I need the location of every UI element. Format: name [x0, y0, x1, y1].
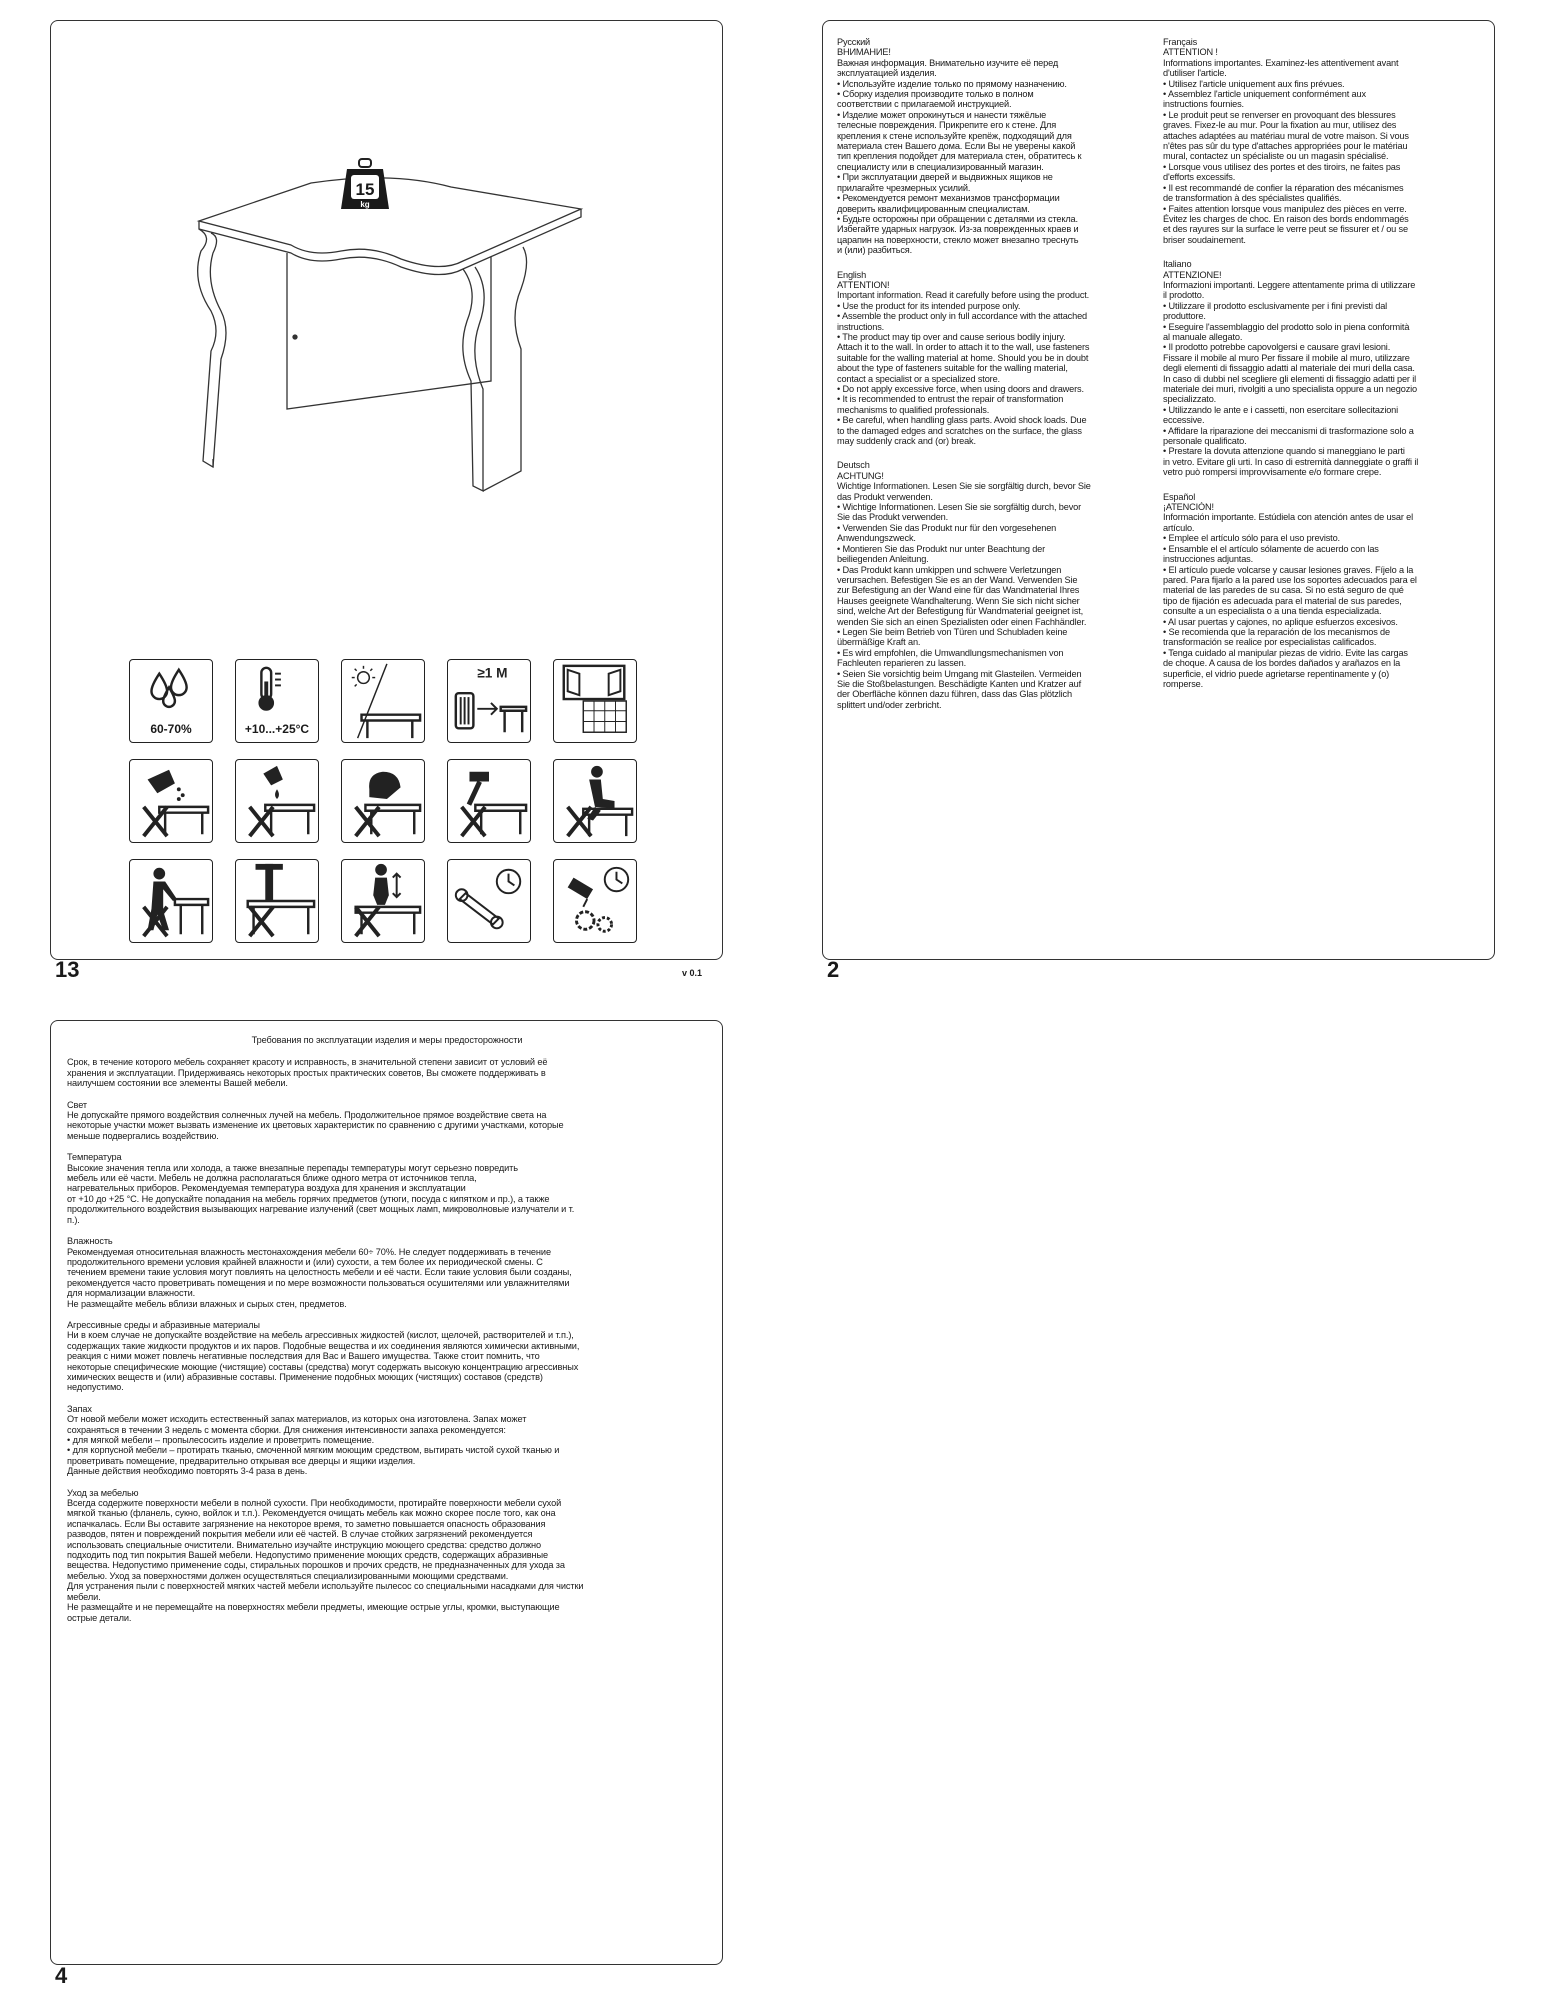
text-line: ACHTUNG! [837, 470, 884, 481]
text-line: Всегда содержите поверхности мебели в полной сухости. При необходимости, протирайте поверхности мебели сухой [67, 1498, 562, 1509]
text-line: ATTENTION! [837, 279, 890, 290]
page-13-panel [50, 20, 723, 960]
text-line: царапин на поверхности, стекло может внезапно треснуть [837, 234, 1079, 245]
text-line: vetro può rompersi improvvisamente e/o formare crepe. [1163, 467, 1382, 478]
weight-icon [341, 159, 389, 209]
text-line: d'efforts excessifs. [1163, 172, 1236, 183]
text-line: about the type of fasteners suitable for the walling material, [837, 363, 1068, 374]
text-line: • Es wird empfohlen, die Umwandlungsmechanismen von [837, 647, 1064, 658]
text-line: al manuale allegato. [1163, 331, 1243, 342]
text-line: продолжительного времени условия крайней влажности и (или) сухости, а тем более их периодической смены. С [67, 1256, 543, 1267]
text-line: • Tenga cuidado al manipular piezas de vidrio. Evite las cargas [1163, 647, 1408, 658]
text-line: graves. Fixez-le au mur. Pour la fixation au mur, utilisez des [1163, 120, 1397, 131]
text-line: специалисту или в специализированный магазин. [837, 161, 1044, 172]
tighten-periodically-icon [447, 859, 531, 943]
text-line: нагревательных приборов. Рекомендуемая температура воздуха для хранения и эксплуатации [67, 1183, 466, 1194]
text-line: attaches adaptées au matériau mural de votre maison. Si vous [1163, 130, 1409, 141]
text-line: verursachen. Befestigen Sie es an der Wand. Verwenden Sie [837, 574, 1078, 585]
text-section [67, 1320, 707, 1393]
text-line: доверить квалифицированным специалистам. [837, 203, 1030, 214]
text-line: тип крепления подойдет для материала стен, обратитесь к [837, 151, 1082, 162]
text-line: и (или) разбиться. [837, 245, 913, 256]
text-line: Wichtige Informationen. Lesen Sie sie sorgfältig durch, bevor Sie [837, 481, 1091, 492]
text-line: хранения и эксплуатации. Придерживаясь некоторых простых практических советов, Вы сможете поддерживать в [67, 1067, 546, 1078]
text-line: Высокие значения тепла или холода, а также внезапные перепады температуры могут серьезно повредить [67, 1162, 518, 1173]
left-text-column [837, 37, 1155, 724]
text-line: проветривать помещение, предварительно открывая все дверцы и ящики изделия. [67, 1455, 416, 1466]
section-heading: English [837, 269, 867, 280]
text-line: material de las paredes de su casa. Si no está seguro de qué [1163, 585, 1404, 596]
text-line: • Seien Sie vorsichtig beim Umgang mit Glasteilen. Vermeiden [837, 668, 1082, 679]
no-wet-cleaning-icon [235, 759, 319, 843]
text-section [67, 1236, 707, 1309]
text-line: consulte a un especialista o a una tienda especializada. [1163, 606, 1382, 617]
text-line: • Montieren Sie das Produkt nur unter Beachtung der [837, 543, 1046, 554]
text-line: briser soudainement. [1163, 234, 1246, 245]
text-line: • Legen Sie beim Betrieb von Türen und Schubladen keine [837, 626, 1068, 637]
text-line: Anwendungszweck. [837, 533, 916, 544]
text-line: eccessive. [1163, 415, 1205, 426]
no-pushing-icon [129, 859, 213, 943]
humidity-icon [129, 659, 213, 743]
heater-distance-icon [447, 659, 531, 743]
temperature-icon [235, 659, 319, 743]
no-hammer-icon [447, 759, 531, 843]
text-line: instrucciones adjuntas. [1163, 554, 1254, 565]
text-line: Температура [67, 1152, 122, 1163]
text-line: • Utilizzando le ante e i cassetti, non esercitare sollecitazioni [1163, 404, 1399, 415]
text-line: мебели. [67, 1591, 101, 1602]
text-line: • El artículo puede volcarse y causar lesiones graves. Fíjelo a la [1163, 564, 1414, 575]
text-line: • Рекомендуется ремонт механизмов трансформации [837, 193, 1060, 204]
text-line: suitable for the walling material at home. Should you be in doubt [837, 352, 1089, 363]
text-line: splittert und/oder zerbricht. [837, 699, 942, 710]
section-heading: Italiano [1163, 259, 1192, 270]
page-2-panel [822, 20, 1495, 960]
text-line: das Produkt verwenden. [837, 491, 933, 502]
version-label: v 0.1 [682, 968, 703, 978]
text-line: Attach it to the wall. In order to attach it to the wall, use fasteners [837, 342, 1090, 353]
text-line: Срок, в течение которого мебель сохраняет красоту и исправность, в значительной степени зависит от условий её [67, 1057, 548, 1068]
text-line: der Oberfläche können dazu führen, dass das Glas plötzlich [837, 689, 1072, 700]
text-line: недопустимо. [67, 1382, 124, 1393]
no-sitting-icon [553, 759, 637, 843]
text-line: de choque. A causa de los bordes dañados y arañazos en la [1163, 658, 1401, 669]
text-line: • Изделие может опрокинуться и нанести тяжёлые [837, 109, 1047, 120]
text-line: mural, contactez un spécialiste ou un magasin spécialisé. [1163, 151, 1389, 162]
text-line: Запах [67, 1403, 92, 1414]
text-line: zur Befestigung an der Wand eine für das Wandmaterial Ihres [837, 585, 1080, 596]
text-line: • Affidare la riparazione dei meccanismi di trasformazione solo a [1163, 425, 1414, 436]
page-number-4: 4 [55, 1963, 68, 1988]
text-line: • Assemblez l'article uniquement conformément aux [1163, 89, 1366, 100]
text-line: • Wichtige Informationen. Lesen Sie sie sorgfältig durch, bevor [837, 502, 1082, 513]
text-section [67, 1488, 707, 1623]
text-line: • It is recommended to entrust the repair of transformation [837, 394, 1064, 405]
text-line: • Prestare la dovuta attenzione quando si maneggiano le parti [1163, 446, 1405, 457]
text-line: • Il prodotto potrebbe capovolgersi e causare gravi lesioni. [1163, 342, 1391, 353]
sunlight-icon [341, 659, 425, 743]
text-line: übermäßige Kraft an. [837, 637, 921, 648]
text-line: Informations importantes. Examinez-les attentivement avant [1163, 57, 1399, 68]
text-line: реакция с ними может повлечь негативные последствия для Вас и Вашего имущества. Также стоит помнить, что [67, 1351, 540, 1362]
text-line: Избегайте ударных нагрузок. Из-за поврежденных краев и [837, 224, 1079, 235]
text-line: In caso di dubbi nel scegliere gli elementi di fissaggio adatti per il [1163, 373, 1417, 384]
text-line: Informazioni importanti. Leggere attentamente prima di utilizzare [1163, 279, 1416, 290]
text-line: ВНИМАНИЕ! [837, 47, 891, 58]
text-line: specializzato. [1163, 394, 1217, 405]
text-line: Sie die Stoßbelastungen. Beschädigte Kanten und Kratzer auf [837, 678, 1081, 689]
text-line: мебелью. Уход за поверхностями должен осуществляться специализированными моющими средствами. [67, 1570, 509, 1581]
text-section [1163, 37, 1481, 245]
text-line: • для мягкой мебели – пропылесосить изделие и проветрить помещение. [67, 1435, 375, 1445]
text-line: materiale dei muri, rivolgiti a uno specialista oppure a un negozio [1163, 384, 1417, 394]
no-chemical-cleaning-icon [341, 759, 425, 843]
text-line: • Il est recommandé de confier la réparation des mécanismes [1163, 182, 1404, 193]
text-line: superficie, el vidrio puede agrietarse repentinamente y (o) [1163, 668, 1390, 679]
text-line: прилагайте чрезмерных усилий. [837, 182, 971, 193]
text-line: transformación se realice por especialistas calificados. [1163, 637, 1377, 648]
text-line: Не допускайте прямого воздействия солнечных лучей на мебель. Продолжительное прямое воздействие света на [67, 1110, 547, 1121]
text-line: крепления к стене используйте крепёж, подходящий для [837, 130, 1072, 141]
window-ventilation-icon [553, 659, 637, 743]
text-line: вещества. Недопустимо применение соды, стиральных порошков и прочих средств, не предназначенных для ухода за [67, 1560, 565, 1571]
text-line: pared. Para fijarlo a la pared use los soportes adecuados para el [1163, 574, 1417, 585]
text-line: Información importante. Estúdiela con atención antes de usar el [1163, 512, 1413, 523]
text-line: • Utilisez l'article uniquement aux fins prévues. [1163, 78, 1345, 89]
text-line: • Faites attention lorsque vous manipulez des pièces en verre. [1163, 203, 1407, 214]
lubricate-periodically-icon [553, 859, 637, 943]
text-line: • The product may tip over and cause serious bodily injury. [837, 331, 1066, 342]
text-line: et des rayures sur la surface le verre peut se fissurer et / ou se [1163, 224, 1408, 235]
text-line: • Be careful, when handling glass parts. Avoid shock loads. Due [837, 415, 1087, 426]
text-line: эксплуатацией изделия. [837, 68, 937, 79]
text-line: некоторые специфические моющие (чистящие) составы (средства) могут содержать высокую концентрацию агрессивных [67, 1361, 579, 1372]
text-line: produttore. [1163, 311, 1206, 322]
no-standing-icon [341, 859, 425, 943]
text-line: • Emplee el artículo sólo para el uso previsto. [1163, 533, 1340, 544]
text-line: • Сборку изделия производите только в полном [837, 89, 1034, 100]
text-line: телесные повреждения. Прикрепите его к стене. Для [837, 120, 1057, 131]
text-line: Данные действия необходимо повторять 3-4 раза в день. [67, 1466, 308, 1477]
text-line: • Do not apply excessive force, when using doors and drawers. [837, 384, 1084, 394]
text-line: ATTENZIONE! [1163, 269, 1222, 280]
text-line: Уход за мебелью [67, 1487, 139, 1498]
text-line: d'utiliser l'article. [1163, 68, 1227, 79]
text-line: Fissare il mobile al muro Per fissare il mobile al muro, utilizzare [1163, 352, 1410, 363]
no-liquid-spill-icon [129, 759, 213, 843]
text-line: tipo de fijación es adecuada para el material de sus paredes, [1163, 595, 1402, 606]
text-line: химических веществ и (или) абразивные составы. Применение подобных моющих (чистящих) составов (средств) [67, 1371, 543, 1382]
text-section [1163, 259, 1481, 478]
text-line: instructions. [837, 321, 885, 332]
text-line: соответствии с прилагаемой инструкцией. [837, 99, 1012, 110]
text-line: Влажность [67, 1236, 113, 1247]
text-line: contact a specialist or a specialized store. [837, 373, 1000, 384]
text-section [67, 1152, 707, 1225]
text-section [1163, 492, 1481, 690]
text-line: Не размещайте и не перемещайте на поверхностях мебели предметы, имеющие острые углы, кромки, выступающие [67, 1602, 560, 1613]
text-line: Important information. Read it carefully before using the product. [837, 290, 1090, 301]
text-line: degli elementi di fissaggio adatti al materiale dei muri della casa. [1163, 363, 1415, 374]
text-line: сохраняться в течении 3 недель с момента сборки. Для снижения интенсивности запаха рекомендуется: [67, 1424, 506, 1435]
text-line: содержащих такие жидкости продуктов и их паров. Подобные вещества и их соединения являются химически активными, [67, 1340, 580, 1351]
text-line: n'êtes pas sûr du type d'attaches appropriées pour le matériau [1163, 141, 1408, 152]
text-line: течением времени такие условия могут повлиять на целостность мебели и её части. Если такие условия были созданы, [67, 1267, 572, 1278]
text-line: материала стен Вашего дома. Если Вы не уверены какой [837, 141, 1076, 152]
text-line: подходить под тип покрытия Вашей мебели. Недопустимо применение моющих средств, содержащих абразивные [67, 1550, 548, 1561]
text-line: От новой мебели может исходить естественный запах материалов, из которых она изготовлена. Запах может [67, 1414, 527, 1425]
text-line: romperse. [1163, 678, 1204, 689]
section-heading: Español [1163, 491, 1196, 502]
text-line: personale qualificato. [1163, 436, 1247, 447]
text-line: • Будьте осторожны при обращении с деталями из стекла. [837, 213, 1078, 224]
text-line: • Das Produkt kann umkippen und schwere Verletzungen [837, 564, 1062, 575]
text-line: п.). [67, 1214, 80, 1225]
weight-value: 15 [355, 180, 375, 199]
text-line: • Utilizzare il prodotto esclusivamente per i fini previsti dal [1163, 300, 1388, 311]
page-number-13: 13 [55, 957, 80, 982]
text-line: de transformation à des spécialistes qualifiés. [1163, 193, 1342, 204]
text-line: • Lorsque vous utilisez des portes et des tiroirs, ne faites pas [1163, 161, 1401, 172]
text-section [67, 1404, 707, 1477]
text-line: may suddenly crack and (or) break. [837, 436, 976, 447]
desk-illustration [191, 141, 591, 501]
svg-text:≥1 M: ≥1 M [477, 665, 508, 681]
section-heading: Русский [837, 37, 871, 47]
operating-requirements-text [67, 1035, 707, 1634]
text-line: • Assemble the product only in full accordance with the attached [837, 311, 1087, 322]
text-line: beiliegenden Anleitung. [837, 554, 929, 565]
text-line: Важная информация. Внимательно изучите её перед [837, 57, 1059, 68]
text-section [837, 460, 1155, 710]
text-line: мягкой тканью (фланель, сукно, войлок и т.п.). Рекомендуется очищать мебель как можно скорее после того, как она [67, 1508, 556, 1519]
text-line: от +10 до +25 °С. Не допускайте попадания на мебель горячих предметов (утюги, посуда с кипятком и пр.), а также [67, 1193, 550, 1204]
text-line: испачкалась. Если Вы оставите загрязнение на некоторое время, то заметно повышается опасность образования [67, 1518, 546, 1529]
text-line: Свет [67, 1099, 88, 1110]
text-line: Fachleuten reparieren zu lassen. [837, 658, 967, 669]
text-line: artículo. [1163, 522, 1195, 533]
text-line: wenden Sie sich an einen Spezialisten oder einen Fachhändler. [837, 616, 1087, 627]
text-line: для нормализации влажности. [67, 1288, 196, 1299]
text-line: Évitez les charges de choc. En raison des bords endommagés [1163, 213, 1409, 224]
text-line: il prodotto. [1163, 290, 1205, 301]
text-line: разводов, пятен и повреждений покрытия мебели или её частей. В случае стойких загрязнений рекомендуется [67, 1529, 533, 1540]
text-line: sind, welche Art der Befestigung für Wandmaterial geeignet ist, [837, 606, 1084, 617]
text-line: Агрессивные среды и абразивные материалы [67, 1319, 260, 1330]
page-number-2: 2 [827, 957, 840, 982]
text-section [67, 1100, 707, 1142]
text-line: Sie das Produkt verwenden. [837, 512, 949, 523]
text-line: to the damaged edges and scratches on the surface, the glass [837, 425, 1082, 436]
text-line: Для устранения пыли с поверхностей мягких частей мебели используйте пылесос со специальными насадками для чистки [67, 1581, 584, 1592]
text-line: • Use the product for its intended purpose only. [837, 300, 1021, 311]
text-line: Ни в коем случае не допускайте воздействие на мебель агрессивных жидкостей (кислот, щелочей, растворителей и т.п.), [67, 1330, 574, 1341]
text-section [837, 37, 1155, 256]
page-4-panel [50, 1020, 723, 1965]
text-line: Не размещайте мебель вблизи влажных и сырых стен, предметов. [67, 1298, 347, 1309]
text-line: меньше подвергались воздействию. [67, 1130, 219, 1141]
text-line: наилучшем состоянии все элементы Вашей мебели. [67, 1078, 288, 1089]
icon-label: 60-70% [150, 722, 192, 736]
text-line: • Verwenden Sie das Produkt nur für den vorgesehenen [837, 522, 1057, 533]
text-line: использовать специальные очистители. Внимательно изучайте инструкцию моющего средства: средство должно [67, 1539, 542, 1550]
text-line: мебель или её части. Мебель не должна располагаться ближе одного метра от источников тепла, [67, 1173, 477, 1184]
weight-unit: kg [360, 200, 370, 209]
right-text-column [1163, 37, 1481, 703]
text-line: • Al usar puertas y cajones, no aplique esfuerzos excesivos. [1163, 616, 1398, 627]
text-line: ¡ATENCIÓN! [1163, 502, 1214, 513]
text-line: • Se recomienda que la reparación de los mecanismos de [1163, 626, 1390, 637]
text-line: Рекомендуемая относительная влажность местонахождения мебели 60÷ 70%. Не следует поддерживать в течение [67, 1246, 551, 1257]
no-heavy-load-icon [235, 859, 319, 943]
text-line: рекомендуется часто проветривать помещения и по мере возможности пользоваться осушителями или увлажнителями [67, 1277, 570, 1288]
text-line: in vetro. Evitare gli urti. In caso di estremità danneggiate o graffi il [1163, 456, 1419, 467]
text-section [837, 270, 1155, 447]
text-line: • При эксплуатации дверей и выдвижных ящиков не [837, 172, 1053, 183]
text-line: продолжительного воздействия вызывающих нагревание излучений (свет мощных ламп, микроволновые излучатели и т. [67, 1204, 575, 1215]
text-line: ATTENTION ! [1163, 47, 1218, 58]
page-title: Требования по эксплуатации изделия и меры предосторожности [251, 1035, 523, 1045]
text-line: • Le produit peut se renverser en provoquant des blessures [1163, 109, 1396, 120]
section-heading: Deutsch [837, 460, 870, 471]
text-line: instructions fournies. [1163, 99, 1244, 110]
icon-label: +10...+25°C [244, 722, 310, 736]
text-line: mechanisms to qualified professionals. [837, 404, 990, 415]
text-line: острые детали. [67, 1612, 132, 1623]
text-line: • Используйте изделие только по прямому назначению. [837, 78, 1067, 89]
text-line: • Ensamble el el artículo sólamente de acuerdo con las [1163, 543, 1379, 554]
section-heading: Français [1163, 37, 1198, 47]
text-line: • для корпусной мебели – протирать тканью, смоченной мягким моющим средством, вытирать чистой сухой тканью и [67, 1445, 560, 1456]
text-line: некоторые участки может вызвать изменение их цветовых характеристик по сравнению с другими участками, которые [67, 1120, 564, 1131]
text-section [67, 1057, 707, 1088]
text-line: Hauses geeignete Wandhalterung. Wenn Sie sich nicht sicher [837, 595, 1080, 606]
text-line: • Eseguire l'assemblaggio del prodotto solo in piena conformità [1163, 321, 1410, 332]
